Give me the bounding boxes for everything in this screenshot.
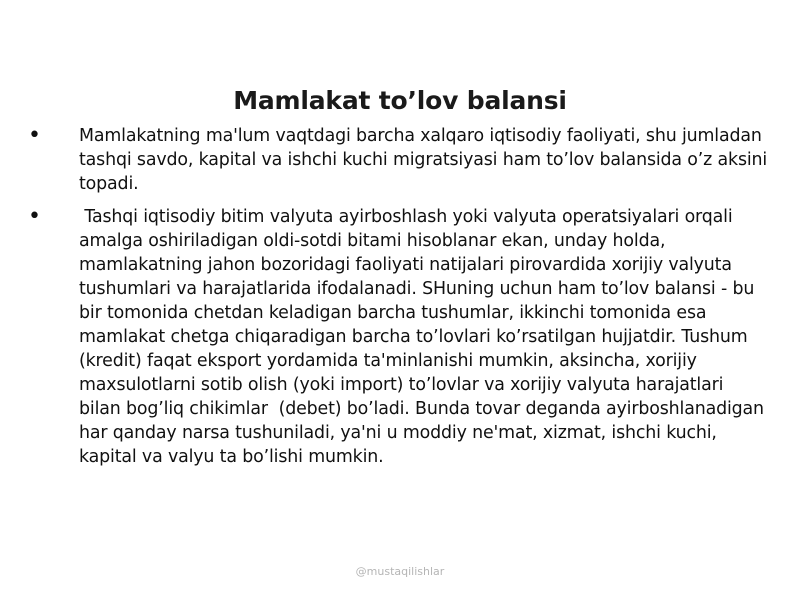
slide-title: Mamlakat to’lov balansi [233, 86, 567, 115]
bullet-dot-icon: • [28, 123, 41, 148]
bullet-text: Tashqi iqtisodiy bitim valyuta ayirboshlash yoki valyuta operatsiyalari orqali amalga oshiriladigan oldi-sotdi bitami hisoblanar ekan, unday holda, mamlakatning jahon bozoridagi faoliyati natijalari pirovardida xorijiy valyuta tushumlari va harajatlarida ifodalanadi. SHuning uchun ham to’lov balansi - bu bir tomonida chetdan keladigan barcha tushumlar, ikkinchi tomonida esa mamlakat chetga chiqaradigan barcha to’lovlari ko’rsatilgan hujjatdir. Tushum (kredit) faqat eksport yordamida ta'minlanishi mumkin, aksincha, xorijiy maxsulotlarni sotib olish (yoki import) to’lovlar va xorijiy valyuta harajatlari bilan bog’liq chikimlar (debet) bo’ladi. Bunda tovar deganda ayirboshlanadigan har qanday narsa tushuniladi, ya'ni u moddiy ne'mat, xizmat, ishchi kuchi, kapital va valyu ta bo’lishi mumkin. [79, 207, 770, 467]
bullet-dot-icon: • [28, 204, 41, 229]
bullet-item [28, 205, 768, 469]
bullet-text: Mamlakatning ma'lum vaqtdagi barcha xalqaro iqtisodiy faoliyati, shu jumladan tashqi savdo, kapital va ishchi kuchi migratsiyasi ham to’lov balansida o’z aksini topadi. [79, 126, 768, 194]
bullet-item [28, 124, 768, 196]
bullet-list [28, 124, 768, 478]
watermark: @mustaqilishlar [355, 565, 445, 578]
